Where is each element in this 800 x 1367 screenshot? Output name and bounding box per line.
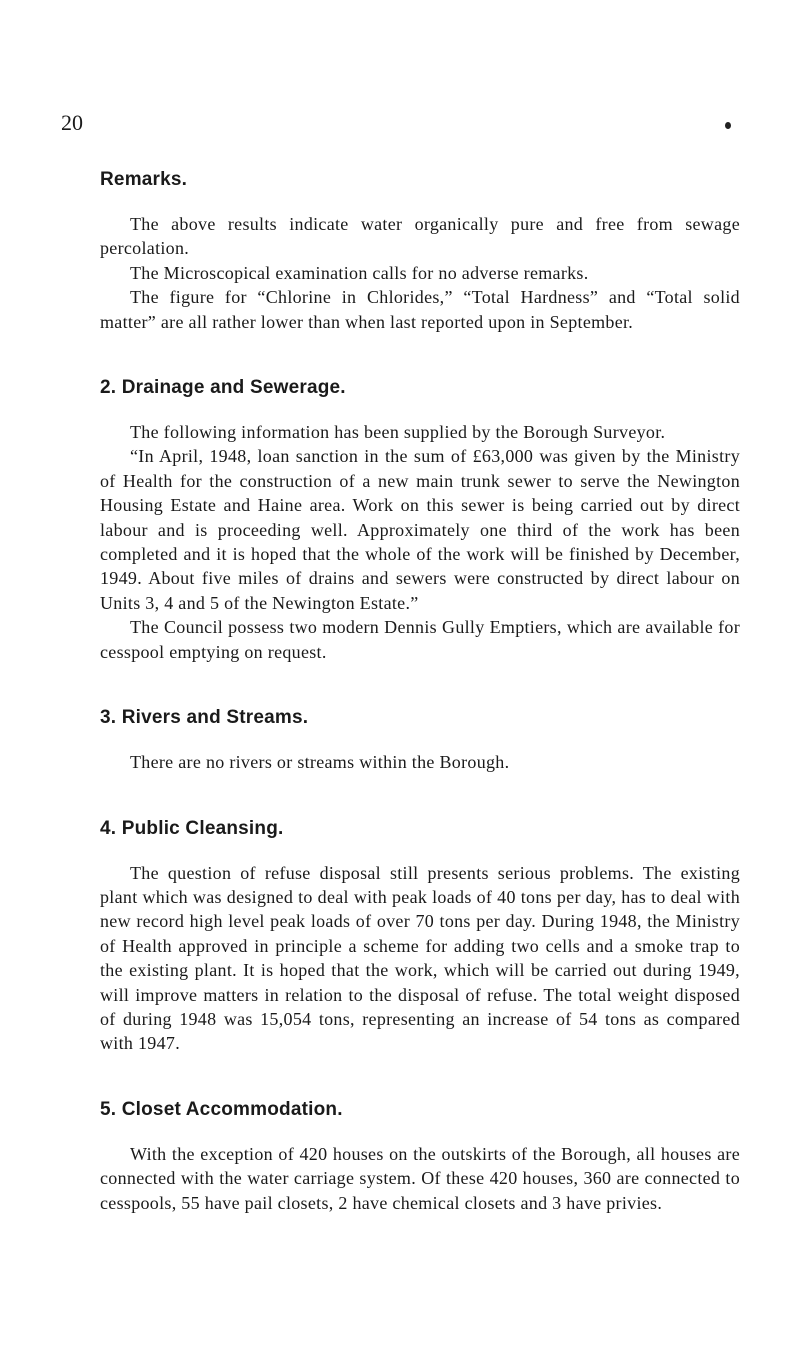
paragraph: The above results indicate water organically pure and free from sewage percolation. — [100, 214, 740, 259]
ink-speck — [725, 122, 731, 129]
section-remarks — [100, 168, 740, 334]
page-number: 20 — [61, 110, 83, 135]
paragraph: There are no rivers or streams within the Borough. — [130, 752, 510, 773]
section-heading: 3. Rivers and Streams. — [100, 707, 309, 729]
section-heading: Remarks. — [100, 169, 188, 190]
section-closet-accommodation — [100, 1098, 740, 1215]
paragraph: With the exception of 420 houses on the outskirts of the Borough, all houses are connected with the water carriage system. Of these 420 houses, 360 are connected to cesspools, 55 have pail closets, 2 have chemical closets and 3 have privies. — [100, 1143, 740, 1213]
section-heading: 4. Public Cleansing. — [100, 817, 284, 839]
paragraph: The following information has been supplied by the Borough Surveyor. — [130, 422, 666, 443]
section-public-cleansing — [100, 817, 740, 1056]
paragraph: The Microscopical examination calls for no adverse remarks. — [130, 262, 589, 283]
section-rivers-streams — [100, 706, 740, 774]
section-drainage-sewerage — [100, 376, 740, 664]
document-body — [100, 168, 740, 1215]
section-heading: 5. Closet Accommodation. — [100, 1098, 343, 1120]
paragraph: The figure for “Chlorine in Chlorides,” “Total Hardness” and “Total solid matter” are all rather lower than when last reported upon in September. — [100, 287, 740, 332]
paragraph: “In April, 1948, loan sanction in the sum of £63,000 was given by the Ministry of Health for the construction of a new main trunk sewer to serve the Newington Housing Estate and Haine area. Work on this sewer is being carried out by direct labour and is proceeding well. Approximately one third of the work has been completed and it is hoped that the whole of the work will be finished by December, 1949. About five miles of drains and sewers were constructed by direct labour on Units 3, 4 and 5 of the Newington Estate.” — [100, 446, 740, 613]
paragraph: The question of refuse disposal still presents serious problems. The existing plant which was designed to deal with peak loads of 40 tons per day, has to deal with new record high level peak loads of over 70 tons per day. During 1948, the Ministry of Health approved in principle a scheme for adding two cells and a smoke trap to the existing plant. It is hoped that the work, which will be carried out during 1949, will improve matters in relation to the disposal of refuse. The total weight disposed of during 1948 was 15,054 tons, representing an increase of 54 tons as compared with 1947. — [100, 862, 740, 1054]
section-heading: 2. Drainage and Sewerage. — [100, 377, 346, 399]
paragraph: The Council possess two modern Dennis Gully Emptiers, which are available for cesspool emptying on request. — [100, 617, 740, 662]
